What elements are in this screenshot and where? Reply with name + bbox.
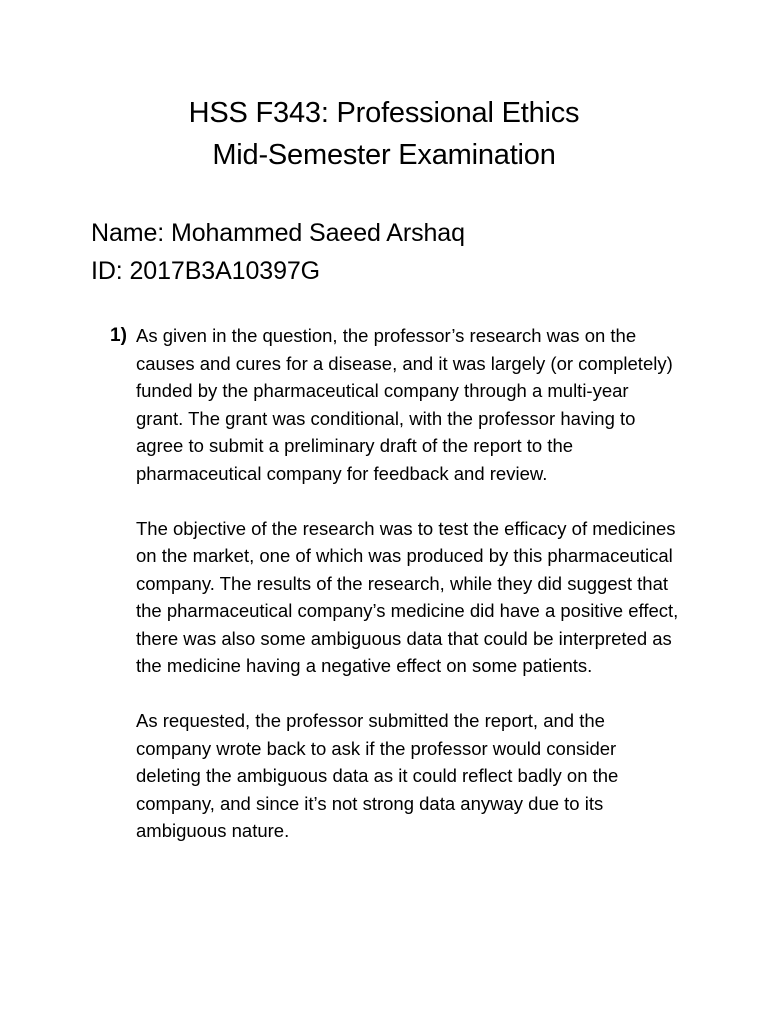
student-name: Name: Mohammed Saeed Arshaq — [91, 219, 465, 247]
course-title: HSS F343: Professional Ethics — [188, 97, 580, 129]
answer-paragraph: The objective of the research was to test the efficacy of medicines on the market, one of which was produced by this pharmaceutical company. The results of the research, while they did suggest that the pharmaceutical company’s medicine did have a positive effect, there was also some ambiguous data that could be interpreted as the medicine having a negative effect on some patients. — [136, 517, 679, 676]
answer-paragraph: As given in the question, the professor’s research was on the causes and cures for a disease, and it was largely (or completely) funded by the pharmaceutical company through a multi-year grant. The grant was conditional, with the professor having to agree to submit a preliminary draft of the report to the pharmaceutical company for feedback and review. — [136, 325, 673, 484]
answer-body — [136, 322, 680, 845]
student-id: ID: 2017B3A10397G — [91, 257, 321, 285]
document-title — [0, 92, 768, 176]
exam-title: Mid-Semester Examination — [212, 139, 556, 171]
answer-paragraph: As requested, the professor submitted the report, and the company wrote back to ask if the professor would consider deleting the ambiguous data as it could reflect badly on the company, and since it’s not strong data anyway due to its ambiguous nature. — [136, 710, 619, 841]
question-number: 1) — [110, 325, 127, 346]
student-identity — [91, 214, 465, 290]
